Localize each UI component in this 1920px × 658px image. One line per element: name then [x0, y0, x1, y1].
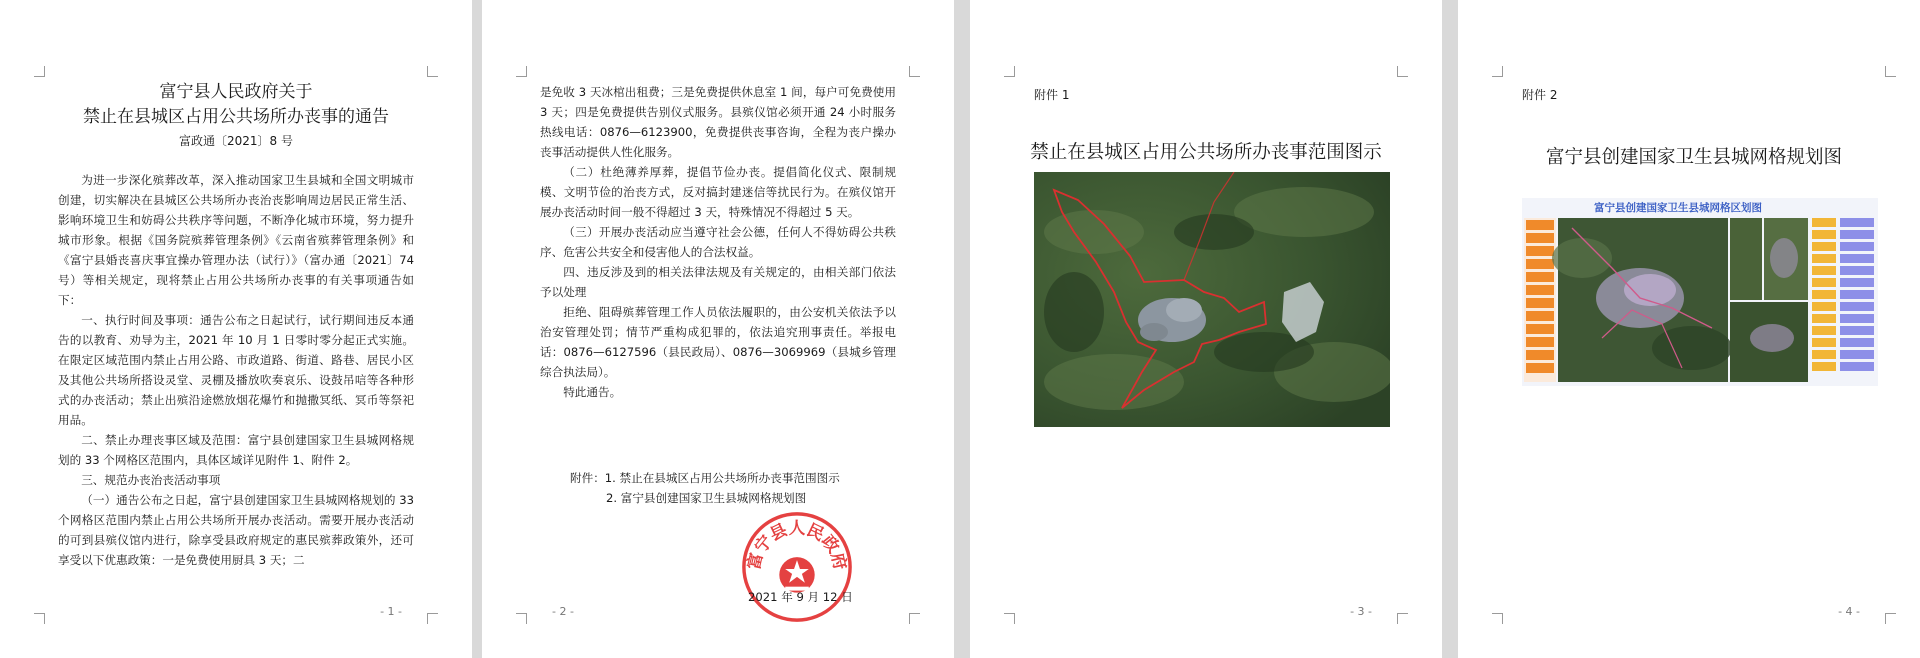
crop-mark: [909, 613, 920, 624]
document-page-2: [482, 0, 954, 658]
attachment-title: 禁止在县城区占用公共场所办丧事范围图示: [1030, 142, 1382, 163]
crop-mark: [516, 66, 527, 77]
crop-mark: [909, 66, 920, 77]
seal-text: 富宁县人民政府: [743, 517, 851, 572]
paragraph: （三）开展办丧活动应当遵守社会公德，任何人不得妨碍公共秩序、危害公共安全和侵害他人的合法权益。: [540, 225, 896, 259]
attachment-label: 附件 1: [1034, 88, 1070, 102]
crop-mark: [1885, 66, 1896, 77]
crop-mark: [516, 613, 527, 624]
paragraph: 一、执行时间及事项：通告公布之日起试行，试行期间违反本通告的以教育、劝导为主，2021 年 10 月 1 日零时零分起正式实施。在限定区域范围内禁止占用公路、市政道路、街道、路巷、居民小区及其他公共场所搭设灵堂、灵棚及播放吹奏哀乐、设鼓吊唁等各种形式的办丧活动；禁止出殡沿途燃放烟花爆竹和抛撒冥纸、冥币等祭祀用品。: [58, 313, 414, 427]
page-number: - 3 -: [1350, 605, 1372, 618]
crop-mark: [427, 613, 438, 624]
crop-mark: [1885, 613, 1896, 624]
attachment-title: 富宁县创建国家卫生县城网格规划图: [1545, 147, 1842, 168]
document-page-4: [1458, 0, 1920, 658]
crop-mark: [34, 613, 45, 624]
page-number: - 4 -: [1838, 605, 1860, 618]
grid-planning-map: [1522, 198, 1878, 386]
document-page-1: [0, 0, 472, 658]
document-number: 富政通〔2021〕8 号: [179, 134, 293, 148]
paragraph: （一）通告公布之日起，富宁县创建国家卫生县城网格规划的 33 个网格区范围内禁止占用公共场所开展办丧活动。需要开展办丧活动的可到县殡仪馆内进行，除享受县政府规定的惠民殡葬政策外，还可享受以下优惠政策：一是免费使用厨具 3 天；二: [58, 493, 414, 567]
paragraph: 三、规范办丧治丧活动事项: [81, 473, 221, 487]
crop-mark: [1004, 613, 1015, 624]
national-emblem: [779, 557, 814, 592]
map-banner-title: 富宁县创建国家卫生县城网格区划图: [1594, 202, 1762, 214]
crop-mark: [1492, 66, 1503, 77]
paragraph: 为进一步深化殡葬改革，深入推动国家卫生县城和全国文明城市创建，切实解决在县城区公共场所办丧治丧影响周边居民正常生活、影响环境卫生和妨碍公共秩序等问题，不断净化城市环境，努力提升城市形象。根据《国务院殡葬管理条例》《云南省殡葬管理条例》和《富宁县婚丧喜庆事宜操办管理办法（试行）》（富办通〔2021〕74 号）等相关规定，现将禁止占用公共场所办丧事的有关事项通告如下：: [58, 173, 414, 307]
attachment-list-item-2: 2. 富宁县创建国家卫生县城网格规划图: [606, 491, 807, 505]
crop-mark: [34, 66, 45, 77]
legend-left: [1524, 218, 1556, 382]
paragraph: 特此通告。: [563, 385, 622, 399]
attachment-label: 附件 2: [1522, 88, 1558, 102]
page-number: - 2 -: [552, 605, 574, 618]
crop-mark: [1492, 613, 1503, 624]
paragraph: 二、禁止办理丧事区域及范围：富宁县创建国家卫生县城网格规划的 33 个网格区范围内，具体区域详见附件 1、附件 2。: [58, 433, 414, 467]
grid-inset-maps: [1730, 218, 1808, 382]
paragraph: 四、违反涉及到的相关法律法规及有关规定的，由相关部门依法予以处理: [540, 265, 896, 299]
grid-main-map: [1552, 218, 1732, 382]
notice-body: [58, 170, 414, 570]
crop-mark: [427, 66, 438, 77]
official-seal: [738, 508, 856, 626]
notice-title-line-2: 禁止在县城区占用公共场所办丧事的通告: [83, 107, 389, 127]
page-number: - 1 -: [380, 605, 402, 618]
issue-date: 2021 年 9 月 12 日: [748, 590, 853, 604]
document-page-3: [970, 0, 1442, 658]
satellite-boundary-map: [1034, 172, 1390, 427]
paragraph: 是免收 3 天冰棺出租费；三是免费提供休息室 1 间，每户可免费使用 3 天；四是免费提供告别仪式服务。县殡仪馆必须开通 24 小时服务热线电话：0876—6123900，免费提供丧事咨询，全程为丧户操办丧事活动提供人性化服务。: [540, 85, 896, 159]
notice-title-line-1: 富宁县人民政府关于: [159, 82, 313, 102]
crop-mark: [1397, 66, 1408, 77]
paragraph: 拒绝、阻碍殡葬管理工作人员依法履职的，由公安机关依法予以治安管理处罚；情节严重构成犯罪的，依法追究刑事责任。举报电话：0876—6127596（县民政局）、0876—3069969（县城乡管理综合执法局）。: [540, 305, 896, 379]
notice-body-continued: [540, 82, 896, 402]
crop-mark: [1397, 613, 1408, 624]
paragraph: （二）杜绝薄养厚葬，提倡节俭办丧。提倡简化仪式、限制规模、文明节俭的治丧方式，反对搞封建迷信等扰民行为。在殡仪馆开展办丧活动时间一般不得超过 3 天，特殊情况不得超过 5 天。: [540, 165, 896, 219]
attachment-list-item-1: 附件：1. 禁止在县城区占用公共场所办丧事范围图示: [570, 471, 840, 485]
town-area: [1138, 298, 1206, 342]
crop-mark: [1004, 66, 1015, 77]
